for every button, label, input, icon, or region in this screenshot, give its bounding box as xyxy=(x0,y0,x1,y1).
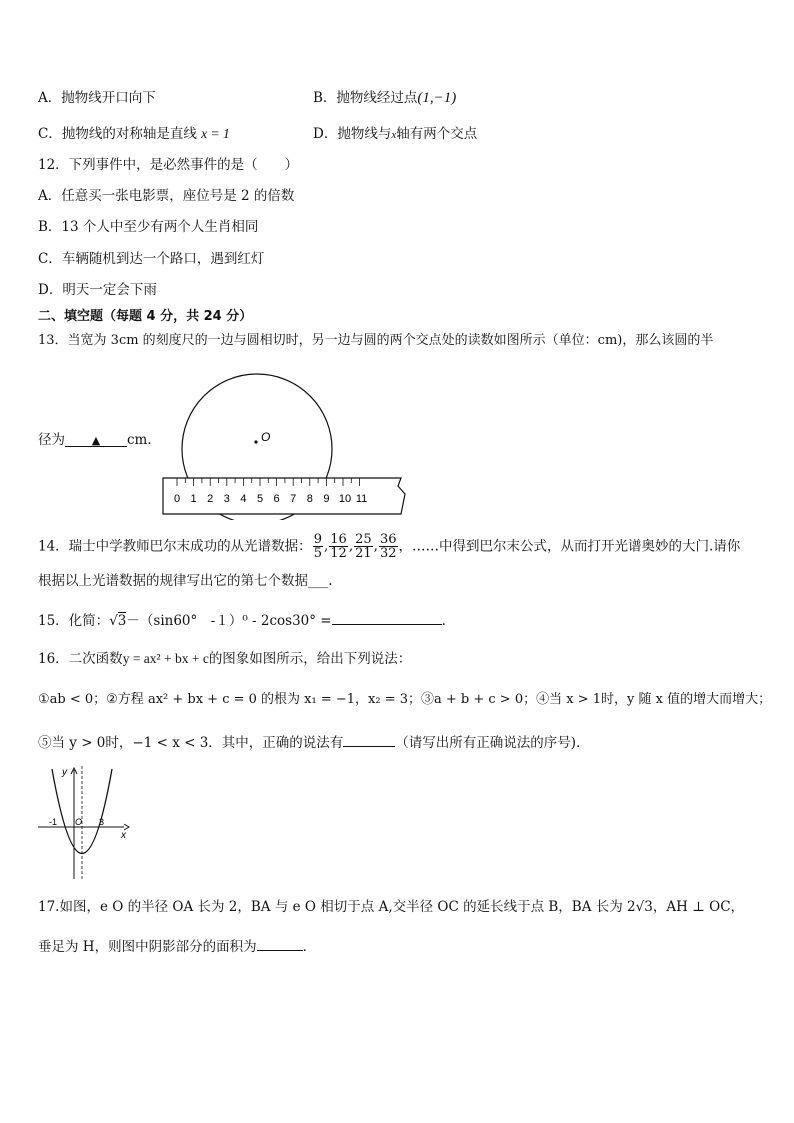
origin-label: O xyxy=(75,817,83,827)
q14-fraction-4: $\frac{36}{32}$ xyxy=(379,532,397,561)
q13-figure xyxy=(155,370,415,520)
q12-stem: 12．下列事件中，是必然事件的是（ ） xyxy=(38,157,299,173)
q17-answer-blank xyxy=(257,936,303,951)
q14-line2: 根据以上光谱数据的规律写出它的第七个数据___. xyxy=(38,573,333,589)
ruler-label: 10 xyxy=(338,493,352,505)
q15-answer-blank xyxy=(332,610,442,625)
ruler-label: 6 xyxy=(273,493,280,505)
q13-answer-blank: ▲ xyxy=(65,432,127,447)
q13-answer-line: 径为 ▲ cm． xyxy=(38,432,161,448)
q16-stem: 16．二次函数y = ax² + bx + c的图象如图所示，给出下列说法： xyxy=(38,651,412,667)
q16-statements: ①ab < 0；②方程 ax² + bx + c = 0 的根为 x₁ = −1，x₂ = 3；③a + b + c > 0；④当 x > 1时，y 随 x 值的增大而增大； xyxy=(38,692,772,707)
q12-option-b: B．13 个人中至少有两个人生肖相同 xyxy=(38,219,259,235)
q12-option-d: D．明天一定会下雨 xyxy=(38,282,157,298)
ruler-label: 2 xyxy=(207,493,214,505)
q15-line: 15．化简：√3－（sin60° -１）⁰ - 2cos30° = ． xyxy=(38,610,455,630)
q12-option-c: C．车辆随机到达一个路口，遇到红灯 xyxy=(38,251,265,267)
q14-fraction-1: $\frac{9}{5}$ xyxy=(313,532,322,561)
center-dot xyxy=(254,440,257,443)
q16-answer-blank xyxy=(343,732,395,747)
ruler-label: 11 xyxy=(355,493,368,505)
ruler-label: 4 xyxy=(240,493,247,505)
q11-option-b: B．抛物线经过点(1,−1) xyxy=(313,90,457,106)
ruler-label: 0 xyxy=(173,493,181,505)
q14-fraction-3: $\frac{25}{21}$ xyxy=(355,532,372,561)
x-axis-label: x xyxy=(121,830,126,841)
q17-line2: 垂足为 H，则图中阴影部分的面积为 ． xyxy=(38,936,316,956)
q16-graph xyxy=(36,764,132,884)
q16-question: ⑤当 y > 0时，−1 < x < 3．其中，正确的说法有 （请写出所有正确说法的序号)． xyxy=(38,732,590,752)
q14-fraction-2: $\frac{16}{12}$ xyxy=(330,532,347,561)
ruler-label: 5 xyxy=(256,493,264,505)
ruler-label: 9 xyxy=(323,493,330,505)
center-label: O xyxy=(261,430,271,444)
q11-option-d: D．抛物线与x轴有两个交点 xyxy=(313,126,478,142)
q14-line1: 14．瑞士中学教师巴尔末成功的从光谱数据： $\frac{9}{5}$ , $\frac{16}{12}$ , $\frac{25}{21}$ , $\frac{36}{32}$ ，……中得到巴尔末公式，从而打开光谱奥妙的大门.请你 xyxy=(38,532,741,561)
sqrt-symbol: √ xyxy=(109,613,118,629)
ruler-label: 1 xyxy=(190,493,197,505)
section-title: 二、填空题（每题 4 分，共 24 分） xyxy=(38,309,253,324)
ruler xyxy=(163,478,405,514)
q13-stem: 13．当宽为 3cm 的刻度尺的一边与圆相切时，另一边与圆的两个交点处的读数如图所示（单位：cm)，那么该圆的半 xyxy=(38,333,714,348)
q11-option-a: A．抛物线开口向下 xyxy=(38,90,156,106)
three-label: 3 xyxy=(99,817,105,827)
ruler-label: 7 xyxy=(290,493,297,505)
ruler-label: 8 xyxy=(306,493,313,505)
y-axis-label: y xyxy=(62,767,67,778)
q12-option-a: A．任意买一张电影票，座位号是 2 的倍数 xyxy=(38,188,295,204)
q17-line1: 17.如图，e O 的半径 OA 长为 2，BA 与 e O 相切于点 A,交半径 OC 的延长线于点 B，BA 长为 2√3，AH ⊥ OC， xyxy=(38,899,745,915)
q11-option-c: C．抛物线的对称轴是直线 x = 1 xyxy=(38,126,230,142)
neg-one-label: -1 xyxy=(49,817,58,827)
ruler-label: 3 xyxy=(223,493,230,505)
